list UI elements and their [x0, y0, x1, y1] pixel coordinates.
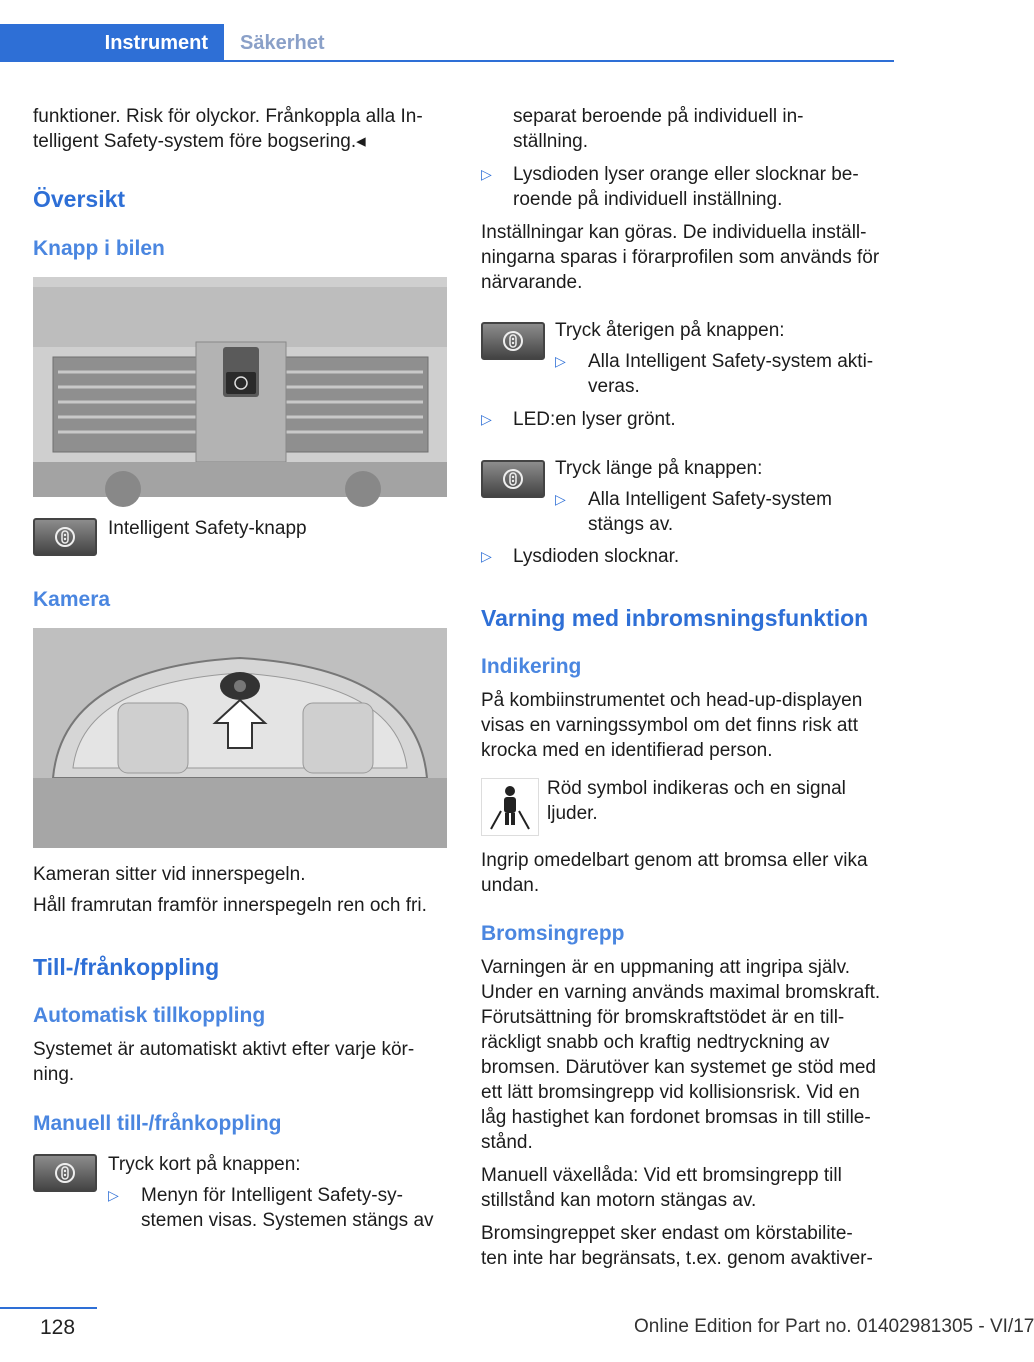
manuell-vaxellada-line-2: stillstånd kan motorn stängas av. [481, 1190, 757, 1211]
heading-indikering: Indikering [481, 655, 582, 678]
heading-varning-inbromsning: Varning med inbromsningsfunktion [481, 605, 869, 631]
bullet-alla-av-2: stängs av. [588, 514, 674, 535]
footer-divider [0, 1307, 97, 1309]
heading-knapp-i-bilen: Knapp i bilen [33, 237, 165, 260]
bullet-lysdioden-orange-2: roende på individuell inställning. [513, 189, 783, 210]
triangle-bullet-icon: ▷ [481, 166, 492, 182]
intro-line-2: telligent Safety-system före bogsering.◂ [33, 131, 366, 152]
caption-intelligent-safety-knapp: Intelligent Safety-knapp [108, 518, 307, 539]
heading-automatisk-tillkoppling: Automatisk tillkoppling [33, 1004, 266, 1027]
indikering-line-1: På kombiinstrumentet och head-up-displayen [481, 690, 863, 711]
installningar-line-1: Inställningar kan göras. De individuella inställ‐ [481, 222, 867, 243]
auto-text-1: Systemet är automatiskt aktivt efter varje kör‐ [33, 1039, 415, 1060]
triangle-bullet-icon: ▷ [108, 1187, 119, 1203]
pedestrian-warning-icon [481, 778, 539, 836]
tryck-kort-text: Tryck kort på knappen: [108, 1154, 301, 1175]
intelligent-safety-button-icon [33, 1154, 97, 1192]
bullet-led-gront: LED:en lyser grönt. [513, 409, 676, 430]
heading-manuell-till-frankoppling: Manuell till-/frånkoppling [33, 1112, 282, 1135]
heading-oversikt: Översikt [33, 186, 126, 212]
ingrip-line-2: undan. [481, 875, 540, 896]
triangle-bullet-icon: ▷ [555, 491, 566, 507]
bromsingrepp-line-7: låg hastighet kan fordonet bromsas in till stille‐ [481, 1107, 871, 1128]
header-divider [224, 60, 894, 62]
edition-text: Online Edition for Part no. 01402981305 - VI/17 [634, 1316, 1034, 1337]
cont-line-2: ställning. [513, 131, 588, 152]
triangle-bullet-icon: ▷ [481, 548, 492, 564]
tryck-aterigen-text: Tryck återigen på knappen: [555, 320, 785, 341]
auto-text-2: ning. [33, 1064, 75, 1085]
indikering-line-3: krocka med en identifierad person. [481, 740, 773, 761]
indikering-line-2: visas en varningssymbol om det finns risk att [481, 715, 858, 736]
bromsingrepp-line-4: räckligt snabb och kraftig nedtryckning av [481, 1032, 830, 1053]
intelligent-safety-button-icon [481, 322, 545, 360]
intelligent-safety-button-icon [33, 518, 97, 556]
bromsingrepp-line-5: bromsen. Därutöver kan systemet ge stöd med [481, 1057, 876, 1078]
kamera-text-2: Håll framrutan framför innerspegeln ren och fri. [33, 895, 427, 916]
rod-symbol-line-2: ljuder. [547, 803, 598, 824]
manuell-vaxellada-line-1: Manuell växellåda: Vid ett bromsingrepp till [481, 1165, 842, 1186]
dashboard-button-photo [33, 277, 447, 497]
tryck-lange-text: Tryck länge på knappen: [555, 458, 763, 479]
camera-windshield-photo [33, 628, 447, 848]
bromsingrepp-line-8: stånd. [481, 1132, 533, 1153]
bromsingreppet-line-2: ten inte har begränsats, t.ex. genom avaktiver‐ [481, 1248, 873, 1269]
bullet-alla-av-1: Alla Intelligent Safety-system [588, 489, 832, 510]
heading-bromsingrepp: Bromsingrepp [481, 922, 625, 945]
bromsingrepp-line-3: Förutsättning för bromskraftstödet är en till‐ [481, 1007, 845, 1028]
bromsingrepp-line-2: Under en varning används maximal bromskraft. [481, 982, 881, 1003]
installningar-line-3: närvarande. [481, 272, 583, 293]
intelligent-safety-button-icon [481, 460, 545, 498]
bullet-menyn-line-1: Menyn för Intelligent Safety-sy‐ [141, 1185, 403, 1206]
triangle-bullet-icon: ▷ [481, 411, 492, 427]
tab-sakerhet[interactable]: Säkerhet [240, 31, 325, 54]
intro-line-1: funktioner. Risk för olyckor. Frånkoppla alla In‐ [33, 106, 423, 127]
page-number: 128 [40, 1316, 76, 1339]
bromsingrepp-line-1: Varningen är en uppmaning att ingripa själv. [481, 957, 850, 978]
bullet-alla-aktiveras-1: Alla Intelligent Safety-system akti‐ [588, 351, 874, 372]
bromsingrepp-line-6: ett lätt bromsingrepp vid kollisionsrisk. Vid en [481, 1082, 860, 1103]
heading-till-frankoppling: Till-/frånkoppling [33, 954, 220, 980]
tab-instrument[interactable]: Instrument [0, 24, 224, 62]
bullet-alla-aktiveras-2: veras. [588, 376, 640, 397]
triangle-bullet-icon: ▷ [555, 353, 566, 369]
rod-symbol-line-1: Röd symbol indikeras och en signal [547, 778, 846, 799]
bullet-lysdioden-orange-1: Lysdioden lyser orange eller slocknar be‐ [513, 164, 859, 185]
bromsingreppet-line-1: Bromsingreppet sker endast om körstabilite‐ [481, 1223, 853, 1244]
bullet-menyn-line-2: stemen visas. Systemen stängs av [141, 1210, 434, 1231]
installningar-line-2: ningarna sparas i förarprofilen som används för [481, 247, 880, 268]
cont-line-1: separat beroende på individuell in‐ [513, 106, 804, 127]
kamera-text-1: Kameran sitter vid innerspegeln. [33, 864, 306, 885]
heading-kamera: Kamera [33, 588, 111, 611]
ingrip-line-1: Ingrip omedelbart genom att bromsa eller vika [481, 850, 868, 871]
bullet-lysdioden-slocknar: Lysdioden slocknar. [513, 546, 680, 567]
